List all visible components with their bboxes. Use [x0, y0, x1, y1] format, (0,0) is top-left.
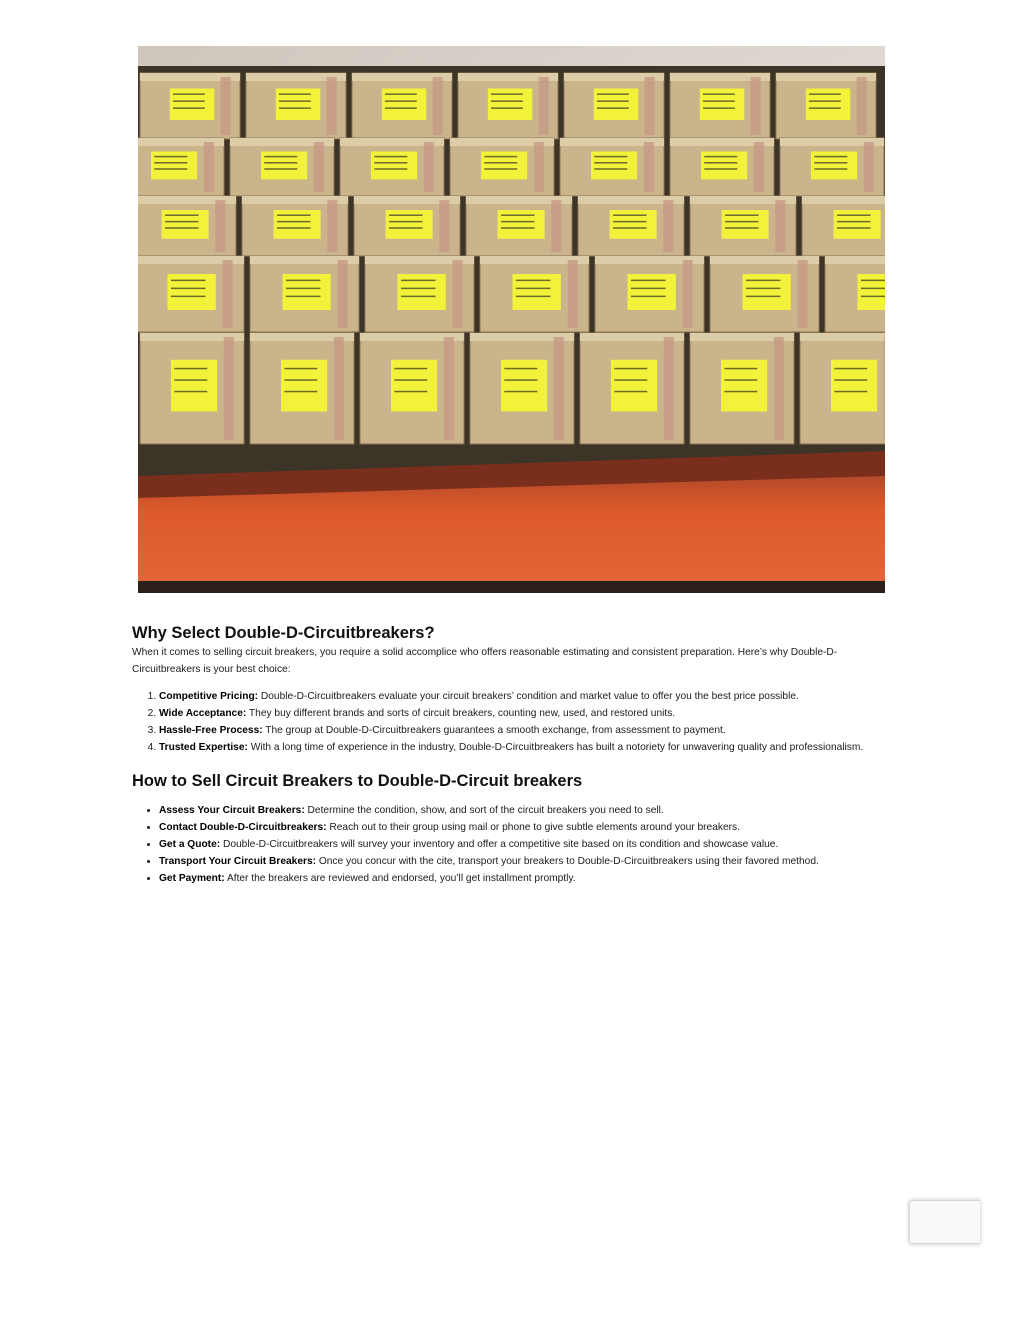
label-line: [154, 168, 187, 170]
label-line: [861, 296, 885, 298]
step-text: Once you concur with the cite, transport your breakers to Double-D-Circuitbreakers using their favored method.: [316, 856, 819, 867]
label-line: [834, 368, 867, 370]
fragile-tape: [554, 337, 564, 440]
yellow-label: [281, 360, 327, 412]
label-line: [594, 168, 627, 170]
label-line: [861, 280, 885, 282]
fragile-tape: [433, 77, 443, 135]
label-line: [724, 379, 757, 381]
yellow-label: [721, 360, 767, 412]
fragile-tape: [424, 142, 434, 192]
step-title: Contact Double-D-Circuitbreakers:: [159, 822, 327, 833]
label-line: [389, 227, 423, 229]
list-item: [159, 802, 888, 819]
yellow-label: [611, 360, 657, 412]
label-line: [264, 162, 297, 164]
label-line: [834, 391, 867, 393]
reason-text: The group at Double-D-Circuitbreakers guarantees a smooth exchange, from assessment to payment.: [262, 725, 726, 736]
reasons-list: [132, 688, 888, 756]
fragile-tape: [857, 77, 867, 135]
step-text: After the breakers are reviewed and endorsed, you’ll get installment promptly.: [224, 873, 576, 884]
label-line: [277, 214, 311, 216]
hero-photo: [138, 46, 885, 593]
reason-title: Trusted Expertise:: [159, 742, 248, 753]
label-line: [746, 288, 781, 290]
yellow-label: [488, 89, 533, 121]
step-text: Reach out to their group using mail or phone to give subtle elements around your breakers.: [326, 822, 740, 833]
label-line: [491, 100, 523, 102]
label-line: [837, 221, 871, 223]
label-line: [516, 288, 551, 290]
list-item: [159, 870, 888, 887]
yellow-label: [811, 152, 857, 180]
yellow-label: [261, 152, 307, 180]
label-line: [837, 227, 871, 229]
label-line: [861, 288, 885, 290]
how-to-sell-heading: How to Sell Circuit Breakers to Double-D-Circuit breakers: [132, 772, 583, 790]
label-line: [631, 288, 666, 290]
label-line: [174, 368, 207, 370]
fragile-tape: [453, 260, 463, 328]
box-top-edge: [800, 333, 885, 341]
fragile-tape: [568, 260, 578, 328]
label-line: [279, 107, 311, 109]
label-line: [284, 379, 317, 381]
label-line: [724, 391, 757, 393]
label-line: [504, 379, 537, 381]
yellow-label: [481, 152, 527, 180]
fragile-tape: [683, 260, 693, 328]
yellow-label: [283, 274, 331, 310]
label-line: [703, 100, 735, 102]
label-line: [389, 221, 423, 223]
label-line: [501, 221, 535, 223]
fragile-tape: [775, 200, 785, 252]
label-line: [594, 156, 627, 158]
label-line: [613, 227, 647, 229]
fragile-tape: [444, 337, 454, 440]
yellow-label: [594, 89, 639, 121]
yellow-label: [858, 274, 886, 310]
label-line: [594, 162, 627, 164]
yellow-label: [831, 360, 877, 412]
yellow-label: [391, 360, 437, 412]
label-line: [809, 100, 841, 102]
label-line: [491, 93, 523, 95]
label-line: [171, 288, 206, 290]
label-line: [746, 296, 781, 298]
label-line: [484, 168, 517, 170]
label-line: [504, 368, 537, 370]
label-line: [284, 391, 317, 393]
label-line: [286, 280, 321, 282]
article-content: [132, 622, 888, 887]
fragile-tape: [534, 142, 544, 192]
step-text: Determine the condition, show, and sort of the circuit breakers you need to sell.: [304, 805, 664, 816]
box-top-edge: [802, 196, 885, 204]
label-line: [703, 107, 735, 109]
label-line: [725, 227, 759, 229]
yellow-label: [806, 89, 851, 121]
label-line: [401, 296, 436, 298]
yellow-label: [371, 152, 417, 180]
label-line: [165, 227, 199, 229]
label-line: [165, 214, 199, 216]
list-item: [159, 836, 888, 853]
step-text: Double-D-Circuitbreakers will survey your inventory and offer a competitive site based on its condition and showcase value.: [220, 839, 779, 850]
label-line: [154, 162, 187, 164]
fragile-tape: [314, 142, 324, 192]
label-line: [394, 368, 427, 370]
label-line: [809, 107, 841, 109]
label-line: [284, 368, 317, 370]
label-line: [704, 156, 737, 158]
label-line: [401, 288, 436, 290]
label-line: [173, 107, 205, 109]
box-top-edge: [825, 256, 885, 264]
label-line: [614, 368, 647, 370]
label-line: [171, 280, 206, 282]
yellow-label: [501, 360, 547, 412]
reason-text: With a long time of experience in the industry, Double-D-Circuitbreakers has built a notoriety for unwavering quality and professionalism.: [247, 742, 864, 753]
label-line: [279, 93, 311, 95]
yellow-label: [834, 210, 881, 239]
label-line: [814, 168, 847, 170]
list-item: [159, 853, 888, 870]
list-item: [159, 739, 888, 756]
label-line: [703, 93, 735, 95]
reason-title: Competitive Pricing:: [159, 691, 259, 702]
yellow-label: [151, 152, 197, 180]
label-line: [724, 368, 757, 370]
step-title: Transport Your Circuit Breakers:: [159, 856, 317, 867]
fragile-tape: [539, 77, 549, 135]
label-line: [173, 93, 205, 95]
label-line: [516, 280, 551, 282]
label-line: [171, 296, 206, 298]
list-item: [159, 819, 888, 836]
label-line: [389, 214, 423, 216]
fragile-tape: [774, 337, 784, 440]
fragile-tape: [644, 142, 654, 192]
reason-title: Wide Acceptance:: [159, 708, 247, 719]
label-line: [174, 391, 207, 393]
fragile-tape: [798, 260, 808, 328]
fragile-tape: [215, 200, 225, 252]
label-line: [597, 100, 629, 102]
fragile-tape: [663, 200, 673, 252]
label-line: [704, 168, 737, 170]
yellow-label: [276, 89, 321, 121]
yellow-label: [700, 89, 745, 121]
label-line: [286, 288, 321, 290]
label-line: [597, 107, 629, 109]
label-line: [501, 214, 535, 216]
label-line: [597, 93, 629, 95]
label-line: [814, 162, 847, 164]
yellow-label: [168, 274, 216, 310]
fragile-tape: [645, 77, 655, 135]
yellow-label: [398, 274, 446, 310]
boxes-on-shelf-image: [138, 46, 885, 593]
label-line: [165, 221, 199, 223]
yellow-label: [610, 210, 657, 239]
recaptcha-badge[interactable]: [909, 1200, 980, 1244]
yellow-label: [513, 274, 561, 310]
yellow-label: [591, 152, 637, 180]
list-item: [159, 705, 888, 722]
label-line: [401, 280, 436, 282]
label-line: [279, 100, 311, 102]
fragile-tape: [334, 337, 344, 440]
step-title: Get Payment:: [159, 873, 225, 884]
yellow-label: [162, 210, 209, 239]
yellow-label: [386, 210, 433, 239]
reason-text: Double-D-Circuitbreakers evaluate your circuit breakers’ condition and market value to offer you the best price possible.: [258, 691, 799, 702]
fragile-tape: [327, 200, 337, 252]
label-line: [264, 156, 297, 158]
label-line: [613, 221, 647, 223]
label-line: [394, 391, 427, 393]
yellow-label: [382, 89, 427, 121]
fragile-tape: [221, 77, 231, 135]
fragile-tape: [864, 142, 874, 192]
yellow-label: [701, 152, 747, 180]
fragile-tape: [223, 260, 233, 328]
label-line: [501, 227, 535, 229]
fragile-tape: [439, 200, 449, 252]
label-line: [614, 391, 647, 393]
label-line: [385, 93, 417, 95]
step-title: Get a Quote:: [159, 839, 221, 850]
label-line: [484, 156, 517, 158]
label-line: [286, 296, 321, 298]
label-line: [725, 221, 759, 223]
yellow-label: [628, 274, 676, 310]
reason-title: Hassle-Free Process:: [159, 725, 263, 736]
label-line: [385, 100, 417, 102]
label-line: [277, 221, 311, 223]
fragile-tape: [754, 142, 764, 192]
fragile-tape: [664, 337, 674, 440]
label-line: [834, 379, 867, 381]
label-line: [484, 162, 517, 164]
fragile-tape: [751, 77, 761, 135]
reason-text: They buy different brands and sorts of circuit breakers, counting new, used, and restored units.: [246, 708, 676, 719]
label-line: [631, 280, 666, 282]
list-item: [159, 688, 888, 705]
fragile-tape: [224, 337, 234, 440]
fragile-tape: [327, 77, 337, 135]
label-line: [837, 214, 871, 216]
yellow-label: [722, 210, 769, 239]
label-line: [491, 107, 523, 109]
label-line: [174, 379, 207, 381]
label-line: [504, 391, 537, 393]
label-line: [394, 379, 427, 381]
yellow-label: [171, 360, 217, 412]
label-line: [725, 214, 759, 216]
label-line: [614, 379, 647, 381]
label-line: [814, 156, 847, 158]
label-line: [746, 280, 781, 282]
why-select-heading: Why Select Double-D-Circuitbreakers?: [132, 624, 435, 642]
label-line: [809, 93, 841, 95]
why-select-intro: When it comes to selling circuit breakers, you require a solid accomplice who offers reasonable estimating and consistent preparation. Here’s why Double-D-Circuitbreakers is your best choice:: [132, 647, 838, 675]
label-line: [516, 296, 551, 298]
list-item: [159, 722, 888, 739]
label-line: [277, 227, 311, 229]
steps-list: [132, 802, 888, 887]
label-line: [374, 156, 407, 158]
step-title: Assess Your Circuit Breakers:: [159, 805, 305, 816]
fragile-tape: [338, 260, 348, 328]
yellow-label: [743, 274, 791, 310]
label-line: [264, 168, 297, 170]
label-line: [154, 156, 187, 158]
yellow-label: [170, 89, 215, 121]
label-line: [613, 214, 647, 216]
label-line: [704, 162, 737, 164]
label-line: [631, 296, 666, 298]
label-line: [385, 107, 417, 109]
yellow-label: [498, 210, 545, 239]
fragile-tape: [204, 142, 214, 192]
label-line: [374, 162, 407, 164]
yellow-label: [274, 210, 321, 239]
label-line: [173, 100, 205, 102]
fragile-tape: [551, 200, 561, 252]
fragile-tape: [884, 337, 885, 440]
label-line: [374, 168, 407, 170]
